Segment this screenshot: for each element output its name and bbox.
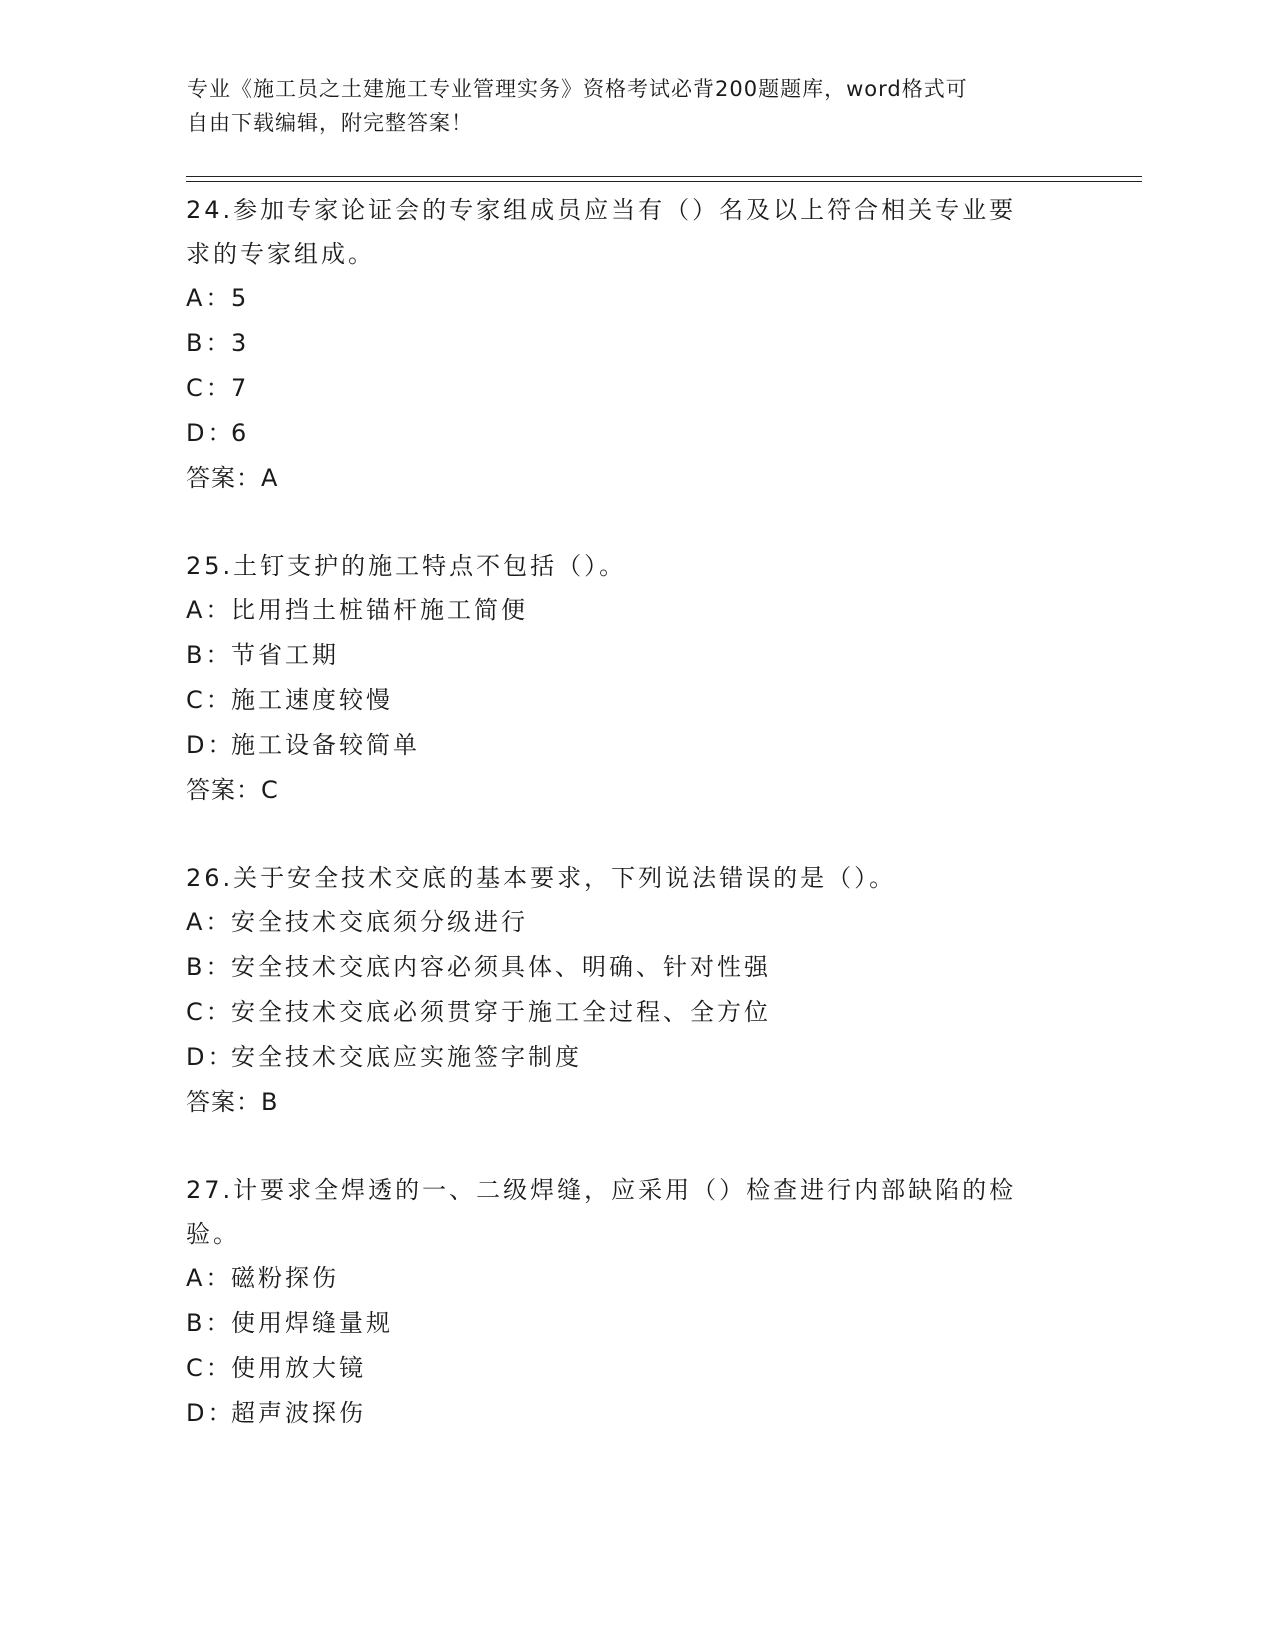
option-d xyxy=(186,1035,1086,1080)
header-line-2: 自由下载编辑，附完整答案！ xyxy=(187,111,473,135)
option-text: 比用挡土桩锚杆施工简便 xyxy=(231,596,528,624)
header-divider-top xyxy=(186,176,1142,177)
option-text: 使用放大镜 xyxy=(231,1354,366,1382)
option-text: 3 xyxy=(231,329,250,357)
question-27 xyxy=(186,1168,1086,1436)
option-b xyxy=(186,321,1086,366)
option-text: 6 xyxy=(231,419,250,447)
option-letter: A： xyxy=(186,1264,233,1292)
option-text: 安全技术交底应实施签字制度 xyxy=(231,1043,582,1071)
option-letter: C： xyxy=(186,998,233,1026)
option-letter: B： xyxy=(186,329,233,357)
question-25 xyxy=(186,544,1086,812)
question-stem xyxy=(186,188,1066,276)
option-a xyxy=(186,276,1086,321)
question-stem xyxy=(186,1168,1066,1256)
option-a xyxy=(186,900,1086,945)
option-letter: D： xyxy=(186,731,235,759)
question-stem-line: 求的专家组成。 xyxy=(186,240,375,268)
answer-line: 答案：B xyxy=(186,1088,279,1116)
option-d xyxy=(186,1391,1086,1436)
option-letter: B： xyxy=(186,641,233,669)
answer-line: 答案：C xyxy=(186,776,279,804)
option-c xyxy=(186,990,1086,1035)
option-letter: A： xyxy=(186,596,233,624)
question-stem xyxy=(186,856,1066,900)
spacer xyxy=(186,812,1086,856)
option-text: 施工速度较慢 xyxy=(231,686,393,714)
question-list xyxy=(186,188,1086,1436)
question-24 xyxy=(186,188,1086,500)
option-text: 安全技术交底须分级进行 xyxy=(231,908,528,936)
option-c xyxy=(186,1346,1086,1391)
option-b xyxy=(186,1301,1086,1346)
option-letter: B： xyxy=(186,1309,233,1337)
option-c xyxy=(186,678,1086,723)
option-letter: C： xyxy=(186,686,233,714)
option-letter: B： xyxy=(186,953,233,981)
option-letter: C： xyxy=(186,1354,233,1382)
option-text: 安全技术交底必须贯穿于施工全过程、全方位 xyxy=(231,998,771,1026)
question-stem-line: 25.土钉支护的施工特点不包括（）。 xyxy=(186,552,627,580)
header-divider-bottom xyxy=(186,181,1142,182)
option-letter: D： xyxy=(186,1399,235,1427)
option-letter: A： xyxy=(186,284,233,312)
option-d xyxy=(186,723,1086,768)
option-letter: D： xyxy=(186,1043,235,1071)
option-text: 磁粉探伤 xyxy=(231,1264,339,1292)
option-d xyxy=(186,411,1086,456)
option-letter: C： xyxy=(186,374,233,402)
option-letter: A： xyxy=(186,908,233,936)
question-stem-line: 验。 xyxy=(186,1220,240,1248)
option-text: 施工设备较简单 xyxy=(231,731,420,759)
document-header xyxy=(187,72,1087,140)
question-stem xyxy=(186,544,1066,588)
option-b xyxy=(186,945,1086,990)
question-26 xyxy=(186,856,1086,1124)
option-b xyxy=(186,633,1086,678)
spacer xyxy=(186,500,1086,544)
option-text: 5 xyxy=(231,284,250,312)
option-text: 安全技术交底内容必须具体、明确、针对性强 xyxy=(231,953,771,981)
question-stem-line: 27.计要求全焊透的一、二级焊缝，应采用（）检查进行内部缺陷的检 xyxy=(186,1176,1017,1204)
option-text: 节省工期 xyxy=(231,641,339,669)
option-text: 7 xyxy=(231,374,250,402)
header-line-1: 专业《施工员之土建施工专业管理实务》资格考试必背200题题库，word格式可 xyxy=(187,77,968,101)
spacer xyxy=(186,1124,1086,1168)
option-a xyxy=(186,588,1086,633)
option-c xyxy=(186,366,1086,411)
question-stem-line: 24.参加专家论证会的专家组成员应当有（）名及以上符合相关专业要 xyxy=(186,196,1017,224)
option-text: 超声波探伤 xyxy=(231,1399,366,1427)
option-a xyxy=(186,1256,1086,1301)
answer-line: 答案：A xyxy=(186,464,279,492)
question-stem-line: 26.关于安全技术交底的基本要求，下列说法错误的是（）。 xyxy=(186,864,897,892)
option-text: 使用焊缝量规 xyxy=(231,1309,393,1337)
option-letter: D： xyxy=(186,419,235,447)
